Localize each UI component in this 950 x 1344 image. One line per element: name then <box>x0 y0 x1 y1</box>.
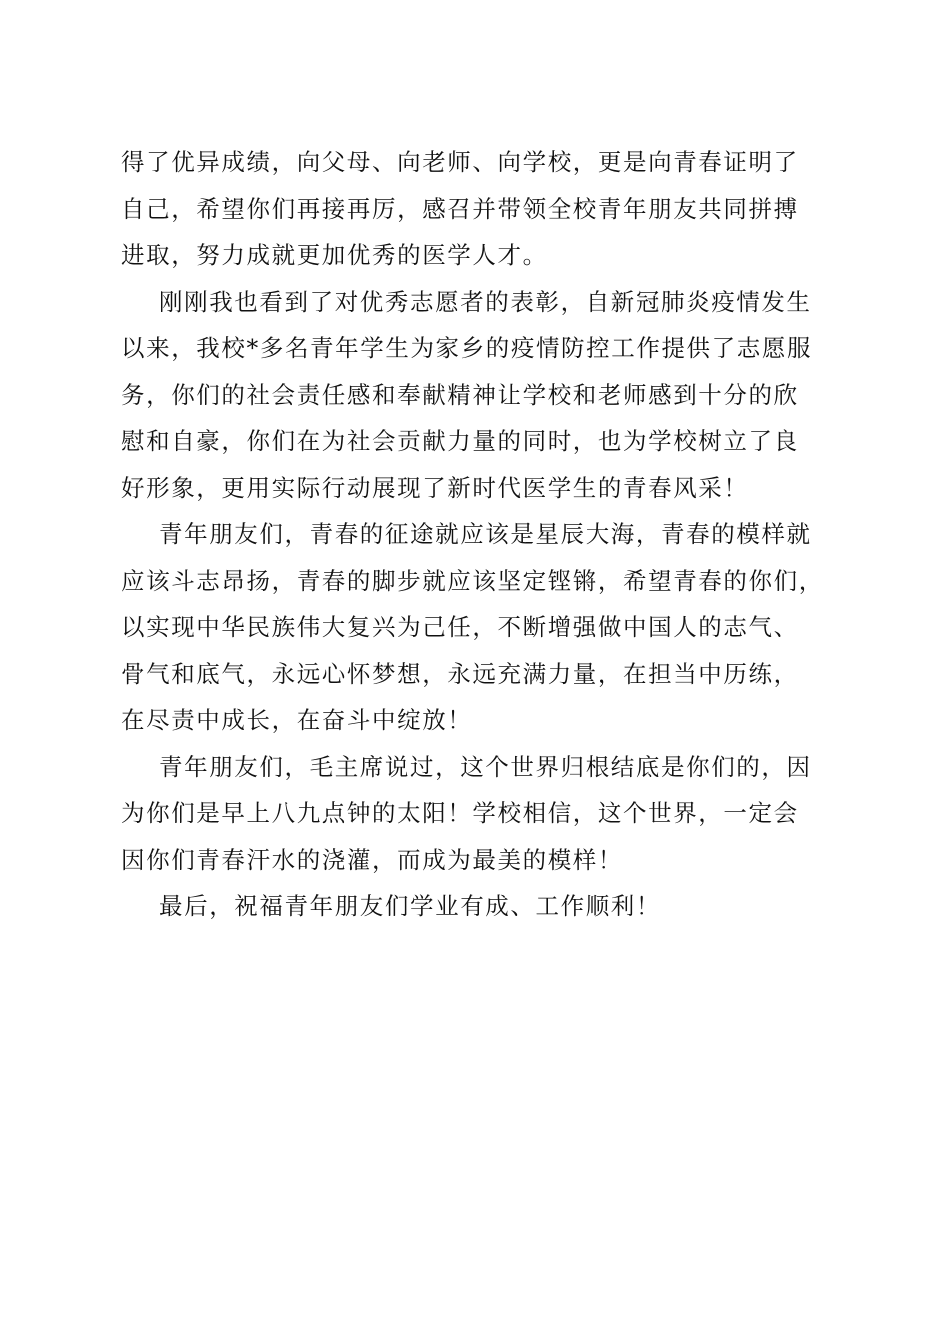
document-body <box>121 139 833 930</box>
paragraph-2 <box>121 279 833 512</box>
text-line: 进取，努力成就更加优秀的医学人才。 <box>121 241 548 269</box>
text-line: 为你们是早上八九点钟的太阳！学校相信，这个世界，一定会 <box>121 799 799 827</box>
paragraph-4 <box>121 744 833 884</box>
text-line: 最后，祝福青年朋友们学业有成、工作顺利！ <box>159 892 661 920</box>
text-line: 以来，我校*多名青年学生为家乡的疫情防控工作提供了志愿服 <box>121 334 813 362</box>
text-line: 青年朋友们，青春的征途就应该是星辰大海，青春的模样就 <box>159 520 812 548</box>
paragraph-3 <box>121 511 833 744</box>
text-line: 慰和自豪，你们在为社会贡献力量的同时，也为学校树立了良 <box>121 427 799 455</box>
text-line: 在尽责中成长，在奋斗中绽放！ <box>121 706 473 734</box>
text-line: 青年朋友们，毛主席说过，这个世界归根结底是你们的，因 <box>159 752 812 781</box>
paragraph-5 <box>121 883 833 930</box>
text-line: 应该斗志昂扬，青春的脚步就应该坚定铿锵，希望青春的你们， <box>121 566 824 595</box>
text-line: 以实现中华民族伟大复兴为己任，不断增强做中国人的志气、 <box>121 613 799 641</box>
text-line: 刚刚我也看到了对优秀志愿者的表彰，自新冠肺炎疫情发生 <box>159 287 812 316</box>
text-line: 得了优异成绩，向父母、向老师、向学校，更是向青春证明了 <box>121 148 799 176</box>
text-line: 务，你们的社会责任感和奉献精神让学校和老师感到十分的欣 <box>121 380 799 409</box>
text-line: 骨气和底气，永远心怀梦想，永远充满力量，在担当中历练， <box>121 659 799 688</box>
paragraph-1 <box>121 139 833 279</box>
text-line: 自己，希望你们再接再厉，感召并带领全校青年朋友共同拼搏 <box>121 194 799 223</box>
text-line: 因你们青春汗水的浇灌，而成为最美的模样！ <box>121 845 623 874</box>
text-line: 好形象，更用实际行动展现了新时代医学生的青春风采！ <box>121 473 749 502</box>
